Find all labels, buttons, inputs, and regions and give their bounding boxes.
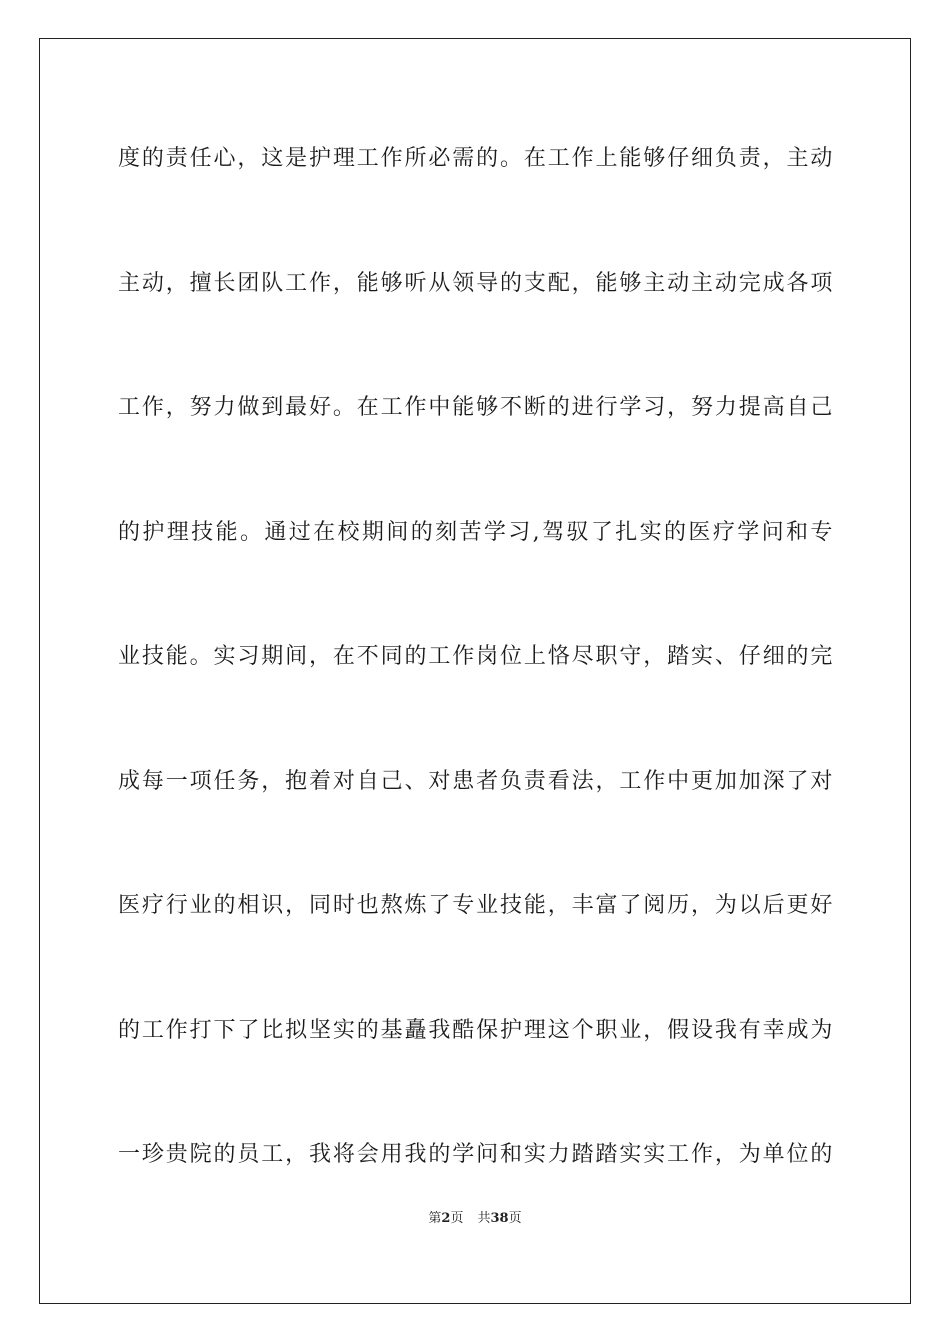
text-line-7: 医疗行业的相识，同时也熬炼了专业技能，丰富了阅历，为以后更好 bbox=[118, 893, 834, 918]
text-line-6: 成每一项任务，抱着对自己、对患者负责看法，工作中更加加深了对 bbox=[118, 768, 834, 794]
page-frame bbox=[39, 38, 911, 1304]
text-line-3: 工作，努力做到最好。在工作中能够不断的进行学习，努力提高自己 bbox=[118, 395, 834, 420]
text-line-1: 度的责任心，这是护理工作所必需的。在工作上能够仔细负责，主动 bbox=[118, 146, 834, 171]
text-line-4: 的护理技能。通过在校期间的刻苦学习,驾驭了扎实的医疗学问和专 bbox=[118, 519, 834, 545]
text-line-9: 一珍贵院的员工，我将会用我的学问和实力踏踏实实工作，为单位的 bbox=[118, 1142, 834, 1167]
page-footer bbox=[0, 1207, 950, 1226]
text-line-8: 的工作打下了比拟坚实的基矗我酷保护理这个职业，假设我有幸成为 bbox=[118, 1017, 834, 1043]
total-suffix: 页 bbox=[508, 1211, 522, 1226]
page-number: 2 bbox=[441, 1211, 451, 1226]
page-suffix: 页 bbox=[450, 1211, 464, 1226]
total-prefix: 共 bbox=[477, 1211, 491, 1226]
document-body bbox=[118, 127, 834, 1248]
text-line-5: 业技能。实习期间，在不同的工作岗位上恪尽职守，踏实、仔细的完 bbox=[118, 644, 834, 669]
text-line-2: 主动，擅长团队工作，能够听从领导的支配，能够主动主动完成各项 bbox=[118, 270, 834, 296]
page-prefix: 第 bbox=[428, 1211, 442, 1226]
total-pages: 38 bbox=[490, 1211, 509, 1226]
